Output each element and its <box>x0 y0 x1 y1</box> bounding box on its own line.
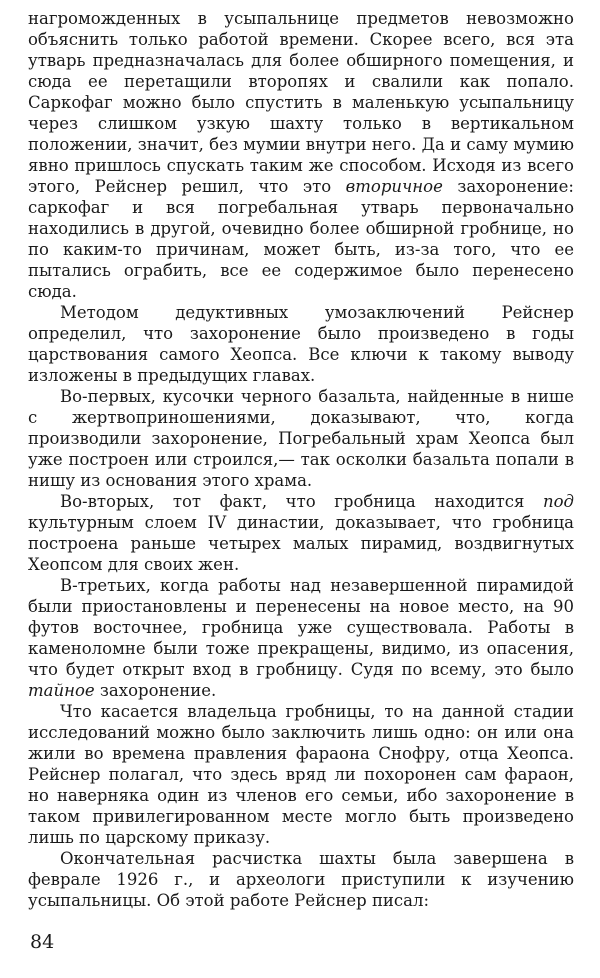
text-run: В-третьих, когда работы над незавершенной пирамидой были приостановлены и перенесены на новое место, на 90 футов восточнее, гробница уже существовала. Работы в каменоломне были тоже прекращены, видимо, из опасения, что будет открыт вход в гробницу. Судя по всему, это было <box>28 576 574 679</box>
text-run: Во-вторых, тот факт, что гробница находится <box>60 492 543 511</box>
text-run: захоронение: саркофаг и вся погребальная утварь первоначально находились в другой, очевидно более обширной гробнице, но по каким-то причинам, может быть, из-за того, что ее пытались ограбить, все ее содержимое было перенесено сюда. <box>28 177 574 301</box>
text-run: Окончательная расчистка шахты была завершена в феврале 1926 г., и археологи приступили к изучению усыпальницы. Об этой работе Рейснер писал: <box>28 849 574 910</box>
text-run: захоронение. <box>94 681 217 700</box>
paragraph-4 <box>28 491 574 575</box>
text-run: Во-первых, кусочки черного базальта, найденные в нише с жертвоприношениями, доказывают, что, когда производили захоронение, Погребальный храм Хеопса был уже построен или строился,— так осколки базальта попали в нишу из основания этого храма. <box>28 387 574 490</box>
text-run: Что касается владельца гробницы, то на данной стадии исследований можно было заключить лишь одно: он или она жили во времена правления фараона Снофру, отца Хеопса. Рейснер полагал, что здесь вряд ли похоронен сам фараон, но наверняка один из членов его семьи, ибо захоронение в таком привилегированном месте могло быть произведено лишь по царскому приказу. <box>28 702 574 847</box>
text-run: культурным слоем IV династии, доказывает, что гробница построена раньше четырех малых пирамид, воздвигнутых Хеопсом для своих жен. <box>28 513 574 574</box>
paragraph-5 <box>28 575 574 701</box>
page-number: 84 <box>30 931 55 953</box>
paragraph-6 <box>28 701 574 848</box>
paragraph-2 <box>28 302 574 386</box>
italic-run: тайное <box>28 681 95 700</box>
book-page-text <box>28 8 574 911</box>
text-run: Методом дедуктивных умозаключений Рейснер определил, что захоронение было произведено в годы царствования самого Хеопса. Все ключи к такому выводу изложены в предыдущих главах. <box>28 303 574 385</box>
italic-run: вторичное <box>345 177 443 196</box>
paragraph-7 <box>28 848 574 911</box>
paragraph-1 <box>28 8 574 302</box>
paragraph-3 <box>28 386 574 491</box>
italic-run: под <box>542 492 574 511</box>
text-run: нагроможденных в усыпальнице предметов невозможно объяснить только работой времени. Скорее всего, вся эта утварь предназначалась для более обширного помещения, и сюда ее перетащили второпях и свалили как попало. Саркофаг можно было спустить в маленькую усыпальницу через слишком узкую шахту только в вертикальном положении, значит, без мумии внутри него. Да и саму мумию явно пришлось спускать таким же способом. Исходя из всего этого, Рейснер решил, что это <box>28 9 574 196</box>
